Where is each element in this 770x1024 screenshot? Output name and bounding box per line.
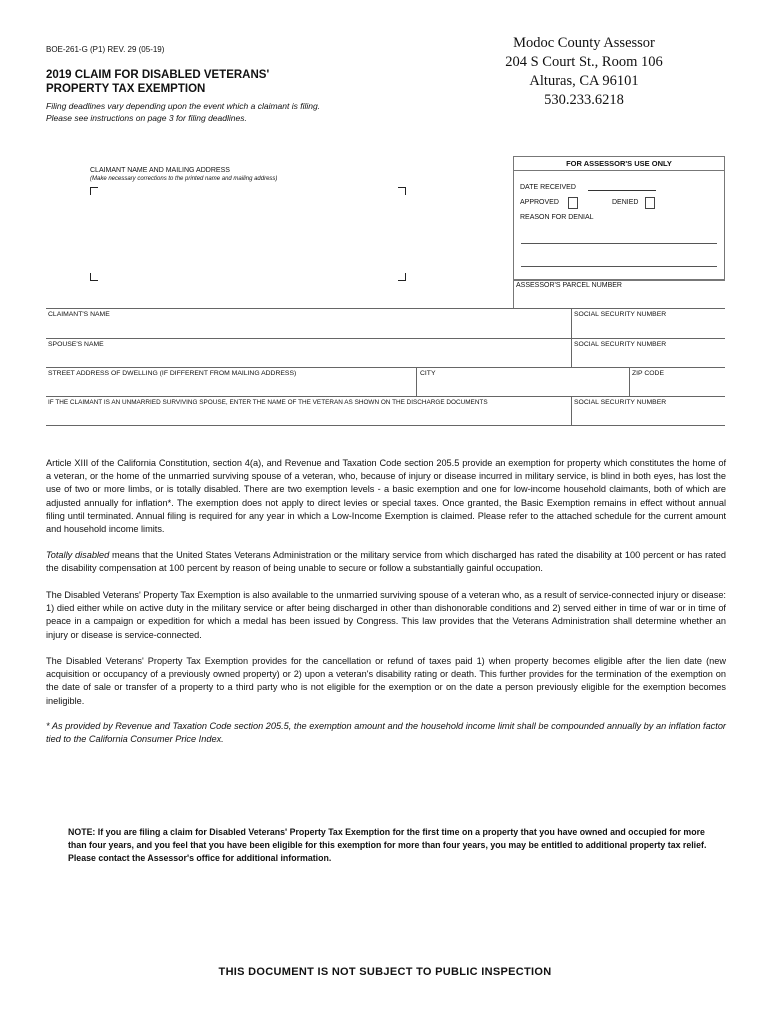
assessor-use-header: FOR ASSESSOR'S USE ONLY <box>513 156 725 171</box>
additional-relief-note: NOTE: If you are filing a claim for Disabled Veterans' Property Tax Exemption for the first time on a property that you have owned and occupied for more than four years, and you feel that you have been eligible for this exemption for more than four years, you may be entitled to additional property tax relief. Please contact the Assessor's office for additional information. <box>68 827 707 863</box>
field-divider <box>571 396 572 425</box>
paragraph-cancellation-refund: The Disabled Veterans' Property Tax Exemption provides for the cancellation or refund of taxes paid 1) when property becomes eligible after the lien date (new acquisition or occupancy of a previously owned property) or 2) upon a veteran's disability rating or death. This further provides for the termination of the exemption on the date of sale or transfer of a property to a third party who is not eligible for the exemption or on the date a person previously eligible for the exemption becomes ineligible. <box>46 656 726 706</box>
reason-line[interactable] <box>521 243 717 244</box>
claimant-address-label: CLAIMANT NAME AND MAILING ADDRESS <box>90 167 230 174</box>
field-divider <box>629 367 630 396</box>
form-title <box>46 68 376 96</box>
street-address-field[interactable]: STREET ADDRESS OF DWELLING (IF DIFFERENT FROM MAILING ADDRESS) <box>48 370 297 377</box>
paragraph-surviving-spouse: The Disabled Veterans' Property Tax Exemption is also available to the unmarried surviving spouse of a veteran who, as a result of service-connected injury or disease: 1) died either while on active duty in the military service or after being discharged in other than dishonorable conditions and 2) served either in time of war or in time of peace in a campaign or expedition for which a medal has been issued by Congress. This law provides that the Veterans Administration shall determine whether an injury or disease is service-connected. <box>46 590 726 640</box>
reason-for-denial-label: REASON FOR DENIAL <box>520 214 594 221</box>
date-received-field[interactable] <box>588 190 656 191</box>
field-divider <box>46 367 725 368</box>
field-divider <box>46 425 725 426</box>
field-divider <box>571 308 572 367</box>
deadline-line1: Filing deadlines vary depending upon the event which a claimant is filing. <box>46 101 321 111</box>
claimant-ssn-field[interactable]: SOCIAL SECURITY NUMBER <box>574 311 667 318</box>
field-divider <box>416 367 417 396</box>
term-totally-disabled: Totally disabled <box>46 550 110 560</box>
address-corner-mark <box>398 273 406 281</box>
city-field[interactable]: CITY <box>420 370 436 377</box>
reason-line[interactable] <box>521 266 717 267</box>
field-divider <box>46 308 725 309</box>
address-corner-mark <box>398 187 406 195</box>
zip-code-field[interactable]: ZIP CODE <box>632 370 664 377</box>
claimant-address-note: (Make necessary corrections to the printed name and mailing address) <box>90 176 278 182</box>
assessor-street: 204 S Court St., Room 106 <box>505 54 663 70</box>
paragraph-exemption-overview: Article XIII of the California Constitution, section 4(a), and Revenue and Taxation Code section 205.5 provide an exemption for property which constitutes the home of a veteran, or the home of the unmarried surviving spouse of a veteran, who, because of injury or disease incurred in military service, is blind in both eyes, has lost the use of two or more limbs, or is totally disabled. There are two exemption levels - a basic exemption and one for low-income household claimants, both of which are adjusted annually for inflation*. The exemption does not apply to direct levies or special taxes. Once granted, the Basic Exemption remains in effect without annual filing until terminated. Annual filing is required for any year in which a Low-Income Exemption is claimed. Please refer to the attached schedule for the current amount and household income limits. <box>46 458 726 535</box>
date-received-label: DATE RECEIVED <box>520 184 576 191</box>
assessor-phone: 530.233.6218 <box>544 92 624 108</box>
definition-text: means that the United States Veterans Administration or the military service from which discharged has rated the disability at 100 percent or has rated the disability compensation at 100 percent by reason of being unable to secure or follow a substantially gainful occupation. <box>46 550 726 574</box>
paragraph-inflation-footnote: * As provided by Revenue and Taxation Code section 205.5, the exemption amount and the household income limit shall be compounded annually by an inflation factor tied to the California Consumer Price Index. <box>46 721 726 745</box>
paragraph-totally-disabled <box>46 549 726 575</box>
denied-checkbox[interactable] <box>645 197 655 209</box>
form-title-line2: PROPERTY TAX EXEMPTION <box>46 83 206 95</box>
public-inspection-footer: THIS DOCUMENT IS NOT SUBJECT TO PUBLIC INSPECTION <box>218 966 552 978</box>
deadline-line2: Please see instructions on page 3 for filing deadlines. <box>46 113 247 123</box>
veteran-ssn-field[interactable]: SOCIAL SECURITY NUMBER <box>574 399 667 406</box>
spouse-ssn-field[interactable]: SOCIAL SECURITY NUMBER <box>574 341 667 348</box>
address-corner-mark <box>90 273 98 281</box>
assessor-name: Modoc County Assessor <box>513 35 655 51</box>
denied-label: DENIED <box>612 199 639 206</box>
assessor-address-block <box>500 34 668 110</box>
assessor-city: Alturas, CA 96101 <box>529 73 639 89</box>
approved-label: APPROVED <box>520 199 559 206</box>
claimant-name-field[interactable]: CLAIMANT'S NAME <box>48 311 110 318</box>
address-corner-mark <box>90 187 98 195</box>
approved-checkbox[interactable] <box>568 197 578 209</box>
veteran-name-field[interactable]: IF THE CLAIMANT IS AN UNMARRIED SURVIVING SPOUSE, ENTER THE NAME OF THE VETERAN AS SHOWN ON THE DISCHARGE DOCUMENTS <box>48 399 488 406</box>
filing-deadline-note <box>46 100 446 124</box>
form-code: BOE-261-G (P1) REV. 29 (05-19) <box>46 45 165 54</box>
form-title-line1: 2019 CLAIM FOR DISABLED VETERANS' <box>46 69 270 81</box>
field-divider <box>46 338 725 339</box>
field-divider <box>46 396 725 397</box>
spouse-name-field[interactable]: SPOUSE'S NAME <box>48 341 104 348</box>
parcel-number-label: ASSESSOR'S PARCEL NUMBER <box>516 282 622 289</box>
